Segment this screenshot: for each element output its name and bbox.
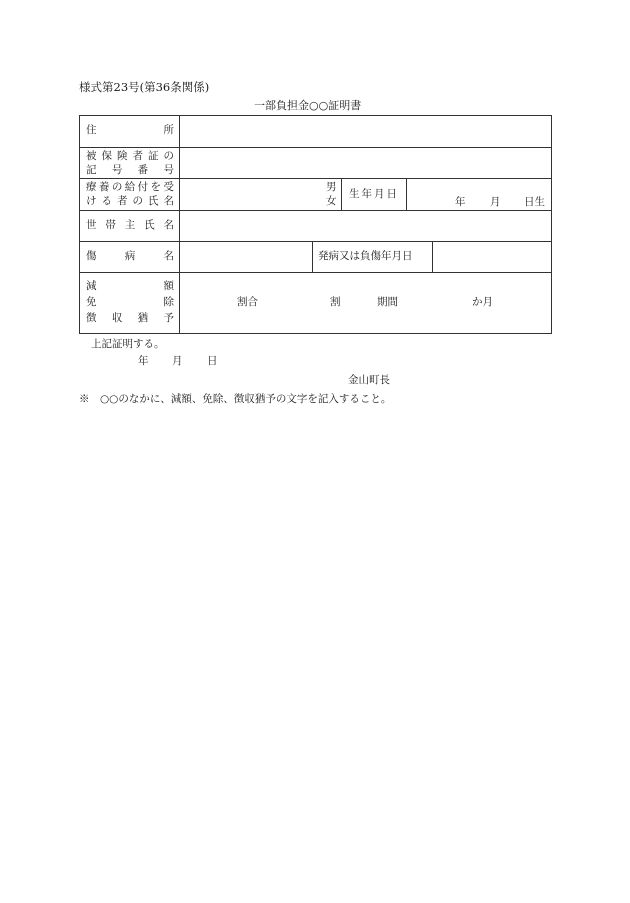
insurance-label-line1: 被 保 険 者 証 の <box>86 150 174 162</box>
ratio-unit: 割 <box>330 296 341 308</box>
row-divider <box>79 241 552 242</box>
birth-year: 年 <box>455 196 466 208</box>
period-unit: か月 <box>472 296 493 308</box>
onset-date-label: 発病又は負傷年月日 <box>318 250 413 262</box>
address-label: 住 所 <box>86 124 174 136</box>
document-title: 一部負担金○○証明書 <box>254 99 362 112</box>
row-divider <box>79 272 552 273</box>
form-number: 様式第23号(第36条関係) <box>79 80 210 94</box>
birth-day: 日生 <box>524 196 545 208</box>
row-divider <box>79 178 552 179</box>
date-month: 月 <box>172 355 183 367</box>
disease-label: 傷 病 名 <box>86 250 174 262</box>
label-column-divider <box>179 115 180 334</box>
recipient-label-line1: 療 養 の 給 付 を 受 <box>86 181 174 193</box>
recipient-label-line2: け る 者 の 氏 名 <box>86 195 174 207</box>
onset-label-left <box>312 241 313 272</box>
issuer-name: 金山町長 <box>348 374 390 386</box>
householder-label: 世 帯 主 氏 名 <box>86 219 174 231</box>
birth-month: 月 <box>490 196 501 208</box>
row-divider <box>79 147 552 148</box>
row-divider <box>79 210 552 211</box>
reduction-label-line2: 免 除 <box>86 296 174 308</box>
date-day: 日 <box>207 355 218 367</box>
onset-label-right <box>432 241 433 272</box>
date-year: 年 <box>138 355 149 367</box>
insurance-label-line2: 記 号 番 号 <box>86 164 174 176</box>
footnote: ※ ○○のなかに、減額、免除、徴収猶予の文字を記入すること。 <box>79 393 392 405</box>
birth-date-label: 生年月日 <box>349 188 399 200</box>
birth-label-right <box>406 178 407 210</box>
reduction-label-line1: 減 額 <box>86 280 174 292</box>
sex-male: 男 <box>326 181 337 193</box>
ratio-label: 割合 <box>237 296 258 308</box>
period-label: 期間 <box>377 296 398 308</box>
sex-column-left <box>341 178 342 210</box>
reduction-label-line3: 徴 収 猶 予 <box>86 312 174 324</box>
sex-female: 女 <box>326 195 337 207</box>
certification-statement: 上記証明する。 <box>91 338 165 350</box>
